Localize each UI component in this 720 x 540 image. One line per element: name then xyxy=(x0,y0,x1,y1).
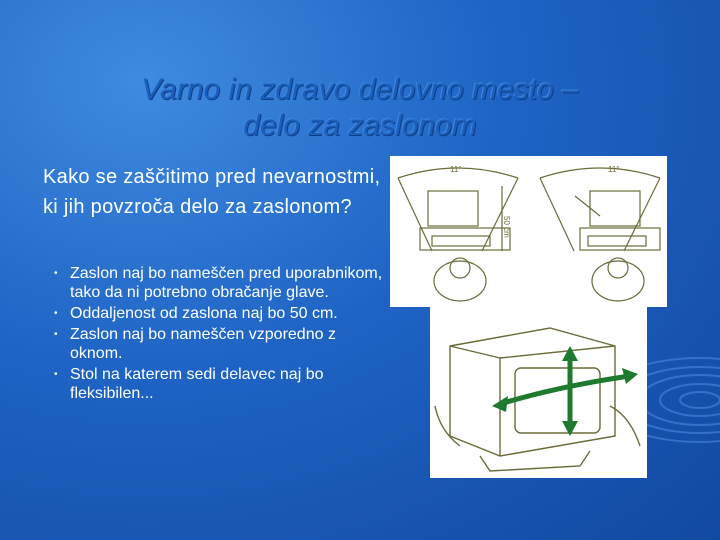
bullet-text: Stol na katerem sedi delavec naj bo fleksibilen... xyxy=(70,366,324,402)
monitor-adjustment-illustration xyxy=(430,306,647,478)
bullet-icon: • xyxy=(54,308,58,319)
slide-title-line2: delo za zaslonom xyxy=(243,109,477,142)
bullet-item xyxy=(54,264,384,302)
bullet-text: Zaslon naj bo nameščen vzporedno z oknom. xyxy=(70,326,336,362)
bullet-icon: • xyxy=(54,329,58,340)
bullet-item xyxy=(54,325,384,363)
intro-question: Kako se zaščitimo pred nevarnostmi, ki jih povzroča delo za zaslonom? xyxy=(43,166,381,218)
workstation-topview-illustration xyxy=(390,156,667,307)
bullet-item xyxy=(54,365,384,403)
monitor-adjustment-drawing xyxy=(430,306,647,478)
workstation-topview-drawing xyxy=(390,156,667,307)
bullet-icon: • xyxy=(54,268,58,279)
slide-title xyxy=(60,72,660,144)
distance-label: 50 cm xyxy=(502,216,511,238)
bullet-icon: • xyxy=(54,369,58,380)
bullet-text: Oddaljenost od zaslona naj bo 50 cm. xyxy=(70,305,338,322)
left-angle-label: 11° xyxy=(450,165,462,174)
right-angle-label: 11° xyxy=(608,165,620,174)
bullet-list xyxy=(54,264,384,405)
bullet-item xyxy=(54,304,384,323)
bullet-text: Zaslon naj bo nameščen pred uporabnikom, tako da ni potrebno obračanje glave. xyxy=(70,265,383,301)
slide-title-line1: Varno in zdravo delovno mesto – xyxy=(141,73,579,106)
